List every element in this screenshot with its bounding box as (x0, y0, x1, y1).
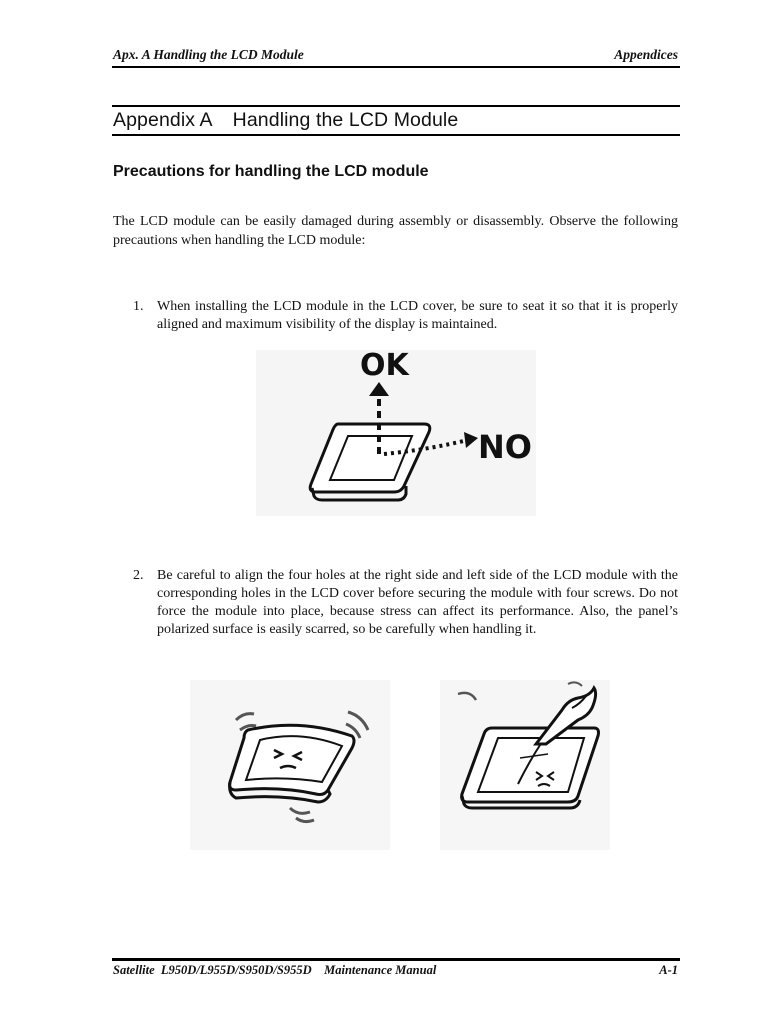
header-rule (112, 66, 680, 68)
footer-rule (112, 958, 680, 961)
footer-left: Satellite L950D/L955D/S950D/S955D Maintenance Manual (113, 963, 437, 977)
list-item-1 (133, 298, 678, 334)
bent-panel-figure (200, 690, 390, 840)
running-header-right: Appendices (614, 47, 678, 62)
page-number: A-1 (659, 963, 678, 977)
running-header-left: Apx. A Handling the LCD Module (113, 47, 304, 62)
page-title-label: Appendix A (113, 109, 213, 131)
list-item-number: 2. (133, 568, 144, 583)
intro-paragraph: The LCD module can be easily damaged during assembly or disassembly. Observe the following precautions when handling the LCD module: (113, 214, 678, 248)
page-title-text: Handling the LCD Module (232, 109, 459, 131)
list-item-text: When installing the LCD module in the LCD cover, be sure to seat it so that it is properly aligned and maximum visibility of the display is maintained. (157, 299, 678, 332)
section-heading: Precautions for handling the LCD module (113, 163, 429, 180)
title-rule-bottom (112, 134, 680, 136)
title-rule-top (112, 105, 680, 107)
motion-line-icon (236, 714, 254, 720)
no-label: NO (478, 428, 532, 466)
alignment-figure (256, 346, 546, 516)
ok-label: OK (360, 348, 409, 383)
list-item-text: Be careful to align the four holes at the right side and left side of the LCD module with the corresponding holes in the LCD cover before securing the module with four screws. Do not force the module into place, because stress can affect its performance. Also, the panel’s polarized surface is easily scarred, so be carefully when handling it. (157, 568, 678, 637)
scratched-panel-figure (450, 680, 610, 840)
page-title (113, 109, 458, 132)
list-item-2 (133, 567, 678, 639)
list-item-number: 1. (133, 299, 144, 314)
